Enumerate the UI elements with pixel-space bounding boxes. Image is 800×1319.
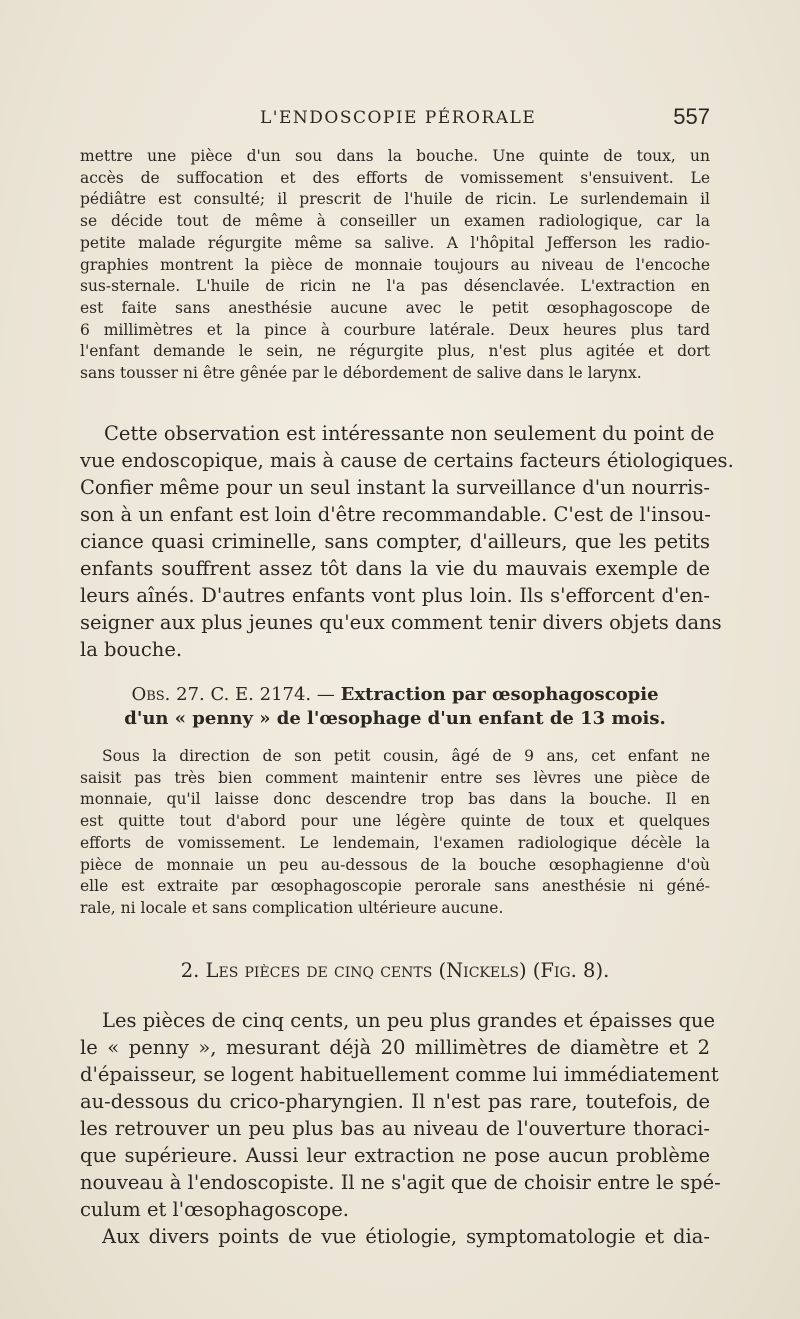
- text-line: efforts de vomissement. Le lendemain, l'examen radiologique décèle la: [80, 833, 710, 852]
- page-header: [80, 104, 710, 134]
- text-line: est faite sans anesthésie aucune avec le petit œsophagoscope de: [80, 298, 710, 317]
- text-line: 6 millimètres et la pince à courbure latérale. Deux heures plus tard: [80, 320, 710, 339]
- section-number: 2.: [180, 959, 200, 982]
- text-line: que supérieure. Aussi leur extraction ne pose aucun problème: [80, 1144, 710, 1167]
- text-line: nouveau à l'endoscopiste. Il ne s'agit que de choisir entre le spé-: [80, 1171, 721, 1194]
- running-title: L'ENDOSCOPIE PÉRORALE: [260, 108, 537, 128]
- observation-heading: [80, 683, 710, 731]
- text-line: saisit pas très bien comment maintenir entre ses lèvres une pièce de: [80, 768, 710, 787]
- text-line: leurs aînés. D'autres enfants vont plus loin. Ils s'efforcent d'en-: [80, 584, 710, 607]
- text-line: Aux divers points de vue étiologie, symptomatologie et dia-: [102, 1225, 710, 1248]
- text-line: Sous la direction de son petit cousin, âgé de 9 ans, cet enfant ne: [102, 747, 710, 765]
- section-paragraph: [80, 1007, 721, 1250]
- section-heading: [80, 957, 710, 985]
- text-line: son à un enfant est loin d'être recommandable. C'est de l'insou-: [80, 503, 711, 526]
- observation-title-part2: d'un « penny » de l'œsophage d'un enfant de 13 mois.: [124, 708, 666, 729]
- text-line: vue endoscopique, mais à cause de certains facteurs étiologiques.: [80, 449, 734, 472]
- text-line: Cette observation est intéressante non seulement du point de: [104, 422, 715, 445]
- observation-label: Obs. 27. C. E. 2174. —: [131, 684, 335, 705]
- text-line: elle est extraite par œsophagoscopie perorale sans anesthésie ni géné-: [80, 877, 710, 896]
- text-line: se décide tout de même à conseiller un examen radiologique, car la: [80, 212, 710, 231]
- text-line: enfants souffrent assez tôt dans la vie du mauvais exemple de: [80, 557, 710, 580]
- section-title: Les pièces de cinq cents (Nickels) (Fig. 8).: [205, 959, 610, 982]
- text-line: Confier même pour un seul instant la surveillance d'un nourris-: [80, 476, 710, 499]
- text-line: sus-sternale. L'huile de ricin ne l'a pas désenclavée. L'extraction en: [80, 277, 710, 296]
- text-line: culum et l'œsophagoscope.: [80, 1198, 349, 1221]
- text-line: accès de suffocation et des efforts de vomissement s'ensuivent. Le: [80, 168, 710, 187]
- text-line: monnaie, qu'il laisse donc descendre trop bas dans la bouche. Il en: [80, 790, 710, 809]
- text-line: rale, ni locale et sans complication ultérieure aucune.: [80, 898, 504, 917]
- observation-paragraph: [80, 746, 710, 920]
- text-line: la bouche.: [80, 638, 183, 661]
- text-line: les retrouver un peu plus bas au niveau de l'ouverture thoraci-: [80, 1117, 710, 1140]
- case-narrative-paragraph: [80, 146, 710, 385]
- text-line: ciance quasi criminelle, sans compter, d'ailleurs, que les petits: [80, 530, 710, 553]
- text-line: au-dessous du crico-pharyngien. Il n'est pas rare, toutefois, de: [80, 1090, 710, 1113]
- text-line: seigner aux plus jeunes qu'eux comment tenir divers objets dans: [80, 611, 722, 634]
- text-line: Les pièces de cinq cents, un peu plus grandes et épaisses que: [102, 1009, 716, 1032]
- observation-title-part1: Extraction par œsophagoscopie: [340, 684, 659, 705]
- text-line: pièce de monnaie un peu au-dessous de la bouche œsophagienne d'où: [80, 855, 710, 874]
- text-line: graphies montrent la pièce de monnaie toujours au niveau de l'encoche: [80, 255, 710, 274]
- text-line: l'enfant demande le sein, ne régurgite plus, n'est plus agitée et dort: [80, 342, 710, 361]
- text-line: est quitte tout d'abord pour une légère quinte de toux et quelques: [80, 812, 710, 831]
- text-line: pédiâtre est consulté; il prescrit de l'huile de ricin. Le surlendemain il: [80, 190, 710, 209]
- page-number: 557: [673, 104, 710, 129]
- text-line: petite malade régurgite même sa salive. A l'hôpital Jefferson les radio-: [80, 233, 710, 252]
- commentary-paragraph: [80, 420, 734, 663]
- text-line: sans tousser ni être gênée par le débordement de salive dans le larynx.: [80, 364, 642, 383]
- text-line: le « penny », mesurant déjà 20 millimètres de diamètre et 2: [80, 1036, 710, 1059]
- text-line: d'épaisseur, se logent habituellement comme lui immédiatement: [80, 1063, 719, 1086]
- text-line: mettre une pièce d'un sou dans la bouche. Une quinte de toux, un: [80, 147, 710, 165]
